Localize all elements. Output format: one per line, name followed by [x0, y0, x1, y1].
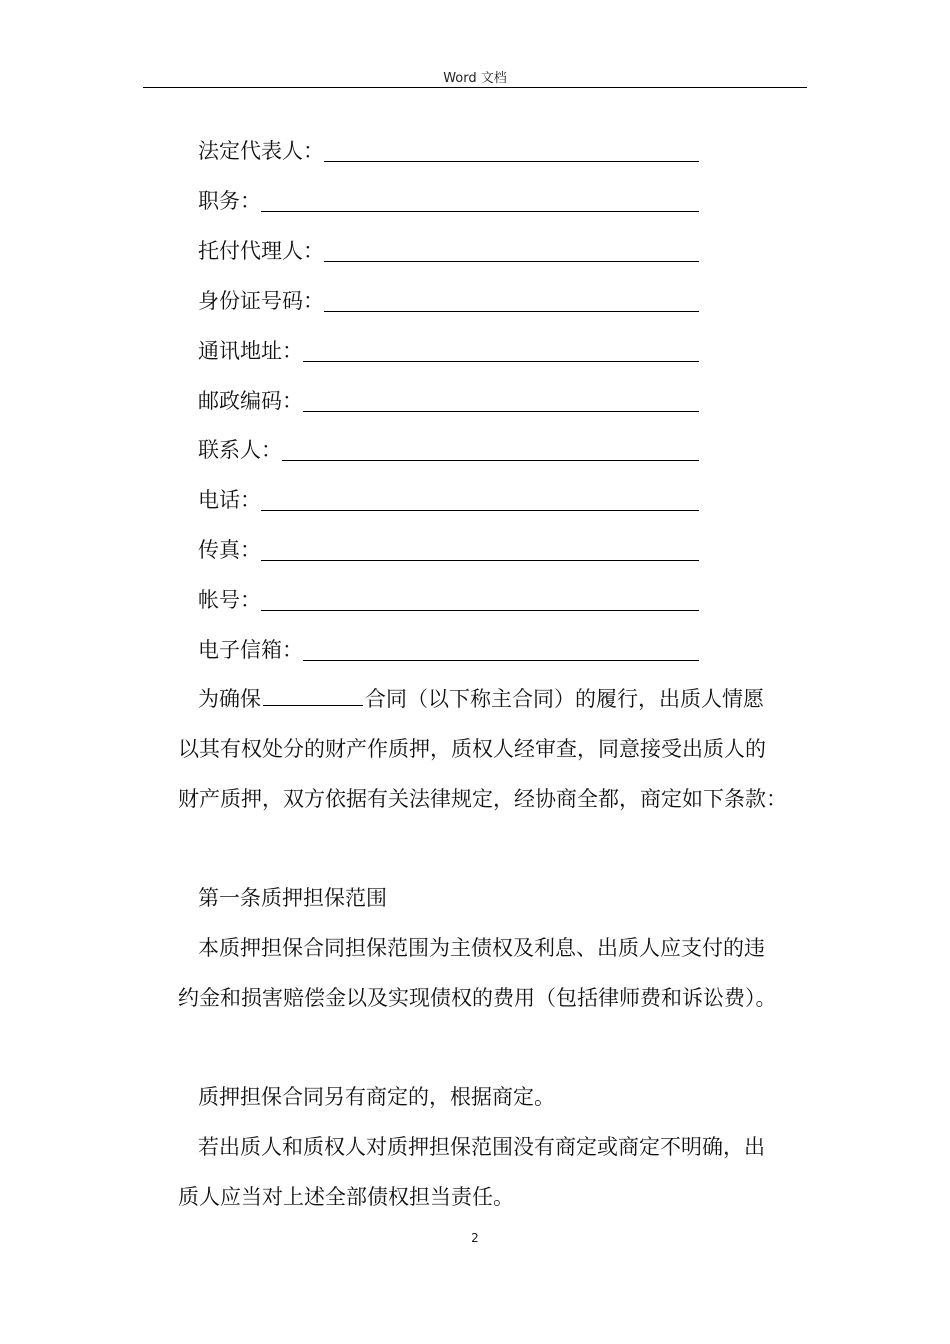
field-label: 联系人： — [198, 438, 282, 462]
intro-text: 合同（以下称主合同）的履行，出质人情愿 — [365, 687, 764, 711]
field-blank — [261, 590, 699, 611]
field-blank — [324, 141, 699, 162]
header-rule — [143, 87, 807, 88]
field-blank — [324, 291, 699, 312]
field-account — [198, 586, 699, 614]
field-label: 邮政编码： — [198, 389, 303, 413]
intro-line-1 — [198, 685, 764, 713]
field-blank — [261, 490, 699, 511]
article-paragraph-line: 若出质人和质权人对质押担保范围没有商定或商定不明确，出 — [198, 1135, 765, 1159]
field-label: 托付代理人： — [198, 239, 324, 263]
field-legal-representative — [198, 137, 699, 165]
field-label: 法定代表人： — [198, 139, 324, 163]
field-blank — [303, 341, 699, 362]
field-id-number — [198, 287, 699, 315]
field-label: 通讯地址： — [198, 339, 303, 363]
header-title: Word 文档 — [443, 71, 507, 86]
article-heading: 第一条质押担保范围 — [198, 886, 387, 910]
field-label: 帐号： — [198, 588, 261, 612]
intro-line-3: 财产质押，双方依据有关法律规定，经协商全都，商定如下条款： — [178, 787, 787, 811]
field-blank — [282, 440, 699, 461]
field-label: 传真： — [198, 538, 261, 562]
article-paragraph: 质押担保合同另有商定的，根据商定。 — [198, 1085, 555, 1109]
field-agent — [198, 237, 699, 265]
field-label: 身份证号码： — [198, 289, 324, 313]
field-phone — [198, 486, 699, 514]
field-contact — [198, 436, 699, 464]
field-blank — [261, 191, 699, 212]
page-number: 2 — [471, 1231, 479, 1245]
intro-text: 为确保 — [198, 687, 261, 711]
field-email — [198, 636, 699, 664]
field-postcode — [198, 387, 699, 415]
contract-name-blank — [263, 687, 363, 706]
field-position — [198, 187, 699, 215]
field-label: 电话： — [198, 488, 261, 512]
field-blank — [261, 540, 699, 561]
field-blank — [303, 391, 699, 412]
field-blank — [324, 241, 699, 262]
field-blank — [303, 640, 699, 661]
field-label: 职务： — [198, 189, 261, 213]
article-paragraph-line: 本质押担保合同担保范围为主债权及利息、出质人应支付的违 — [198, 936, 765, 960]
article-paragraph-line: 质人应当对上述全部债权担当责任。 — [178, 1185, 514, 1209]
field-fax — [198, 536, 699, 564]
field-label: 电子信箱： — [198, 638, 303, 662]
intro-line-2: 以其有权处分的财产作质押，质权人经审查，同意接受出质人的 — [178, 737, 766, 761]
field-address — [198, 337, 699, 365]
article-paragraph-line: 约金和损害赔偿金以及实现债权的费用（包括律师费和诉讼费）。 — [178, 986, 777, 1010]
